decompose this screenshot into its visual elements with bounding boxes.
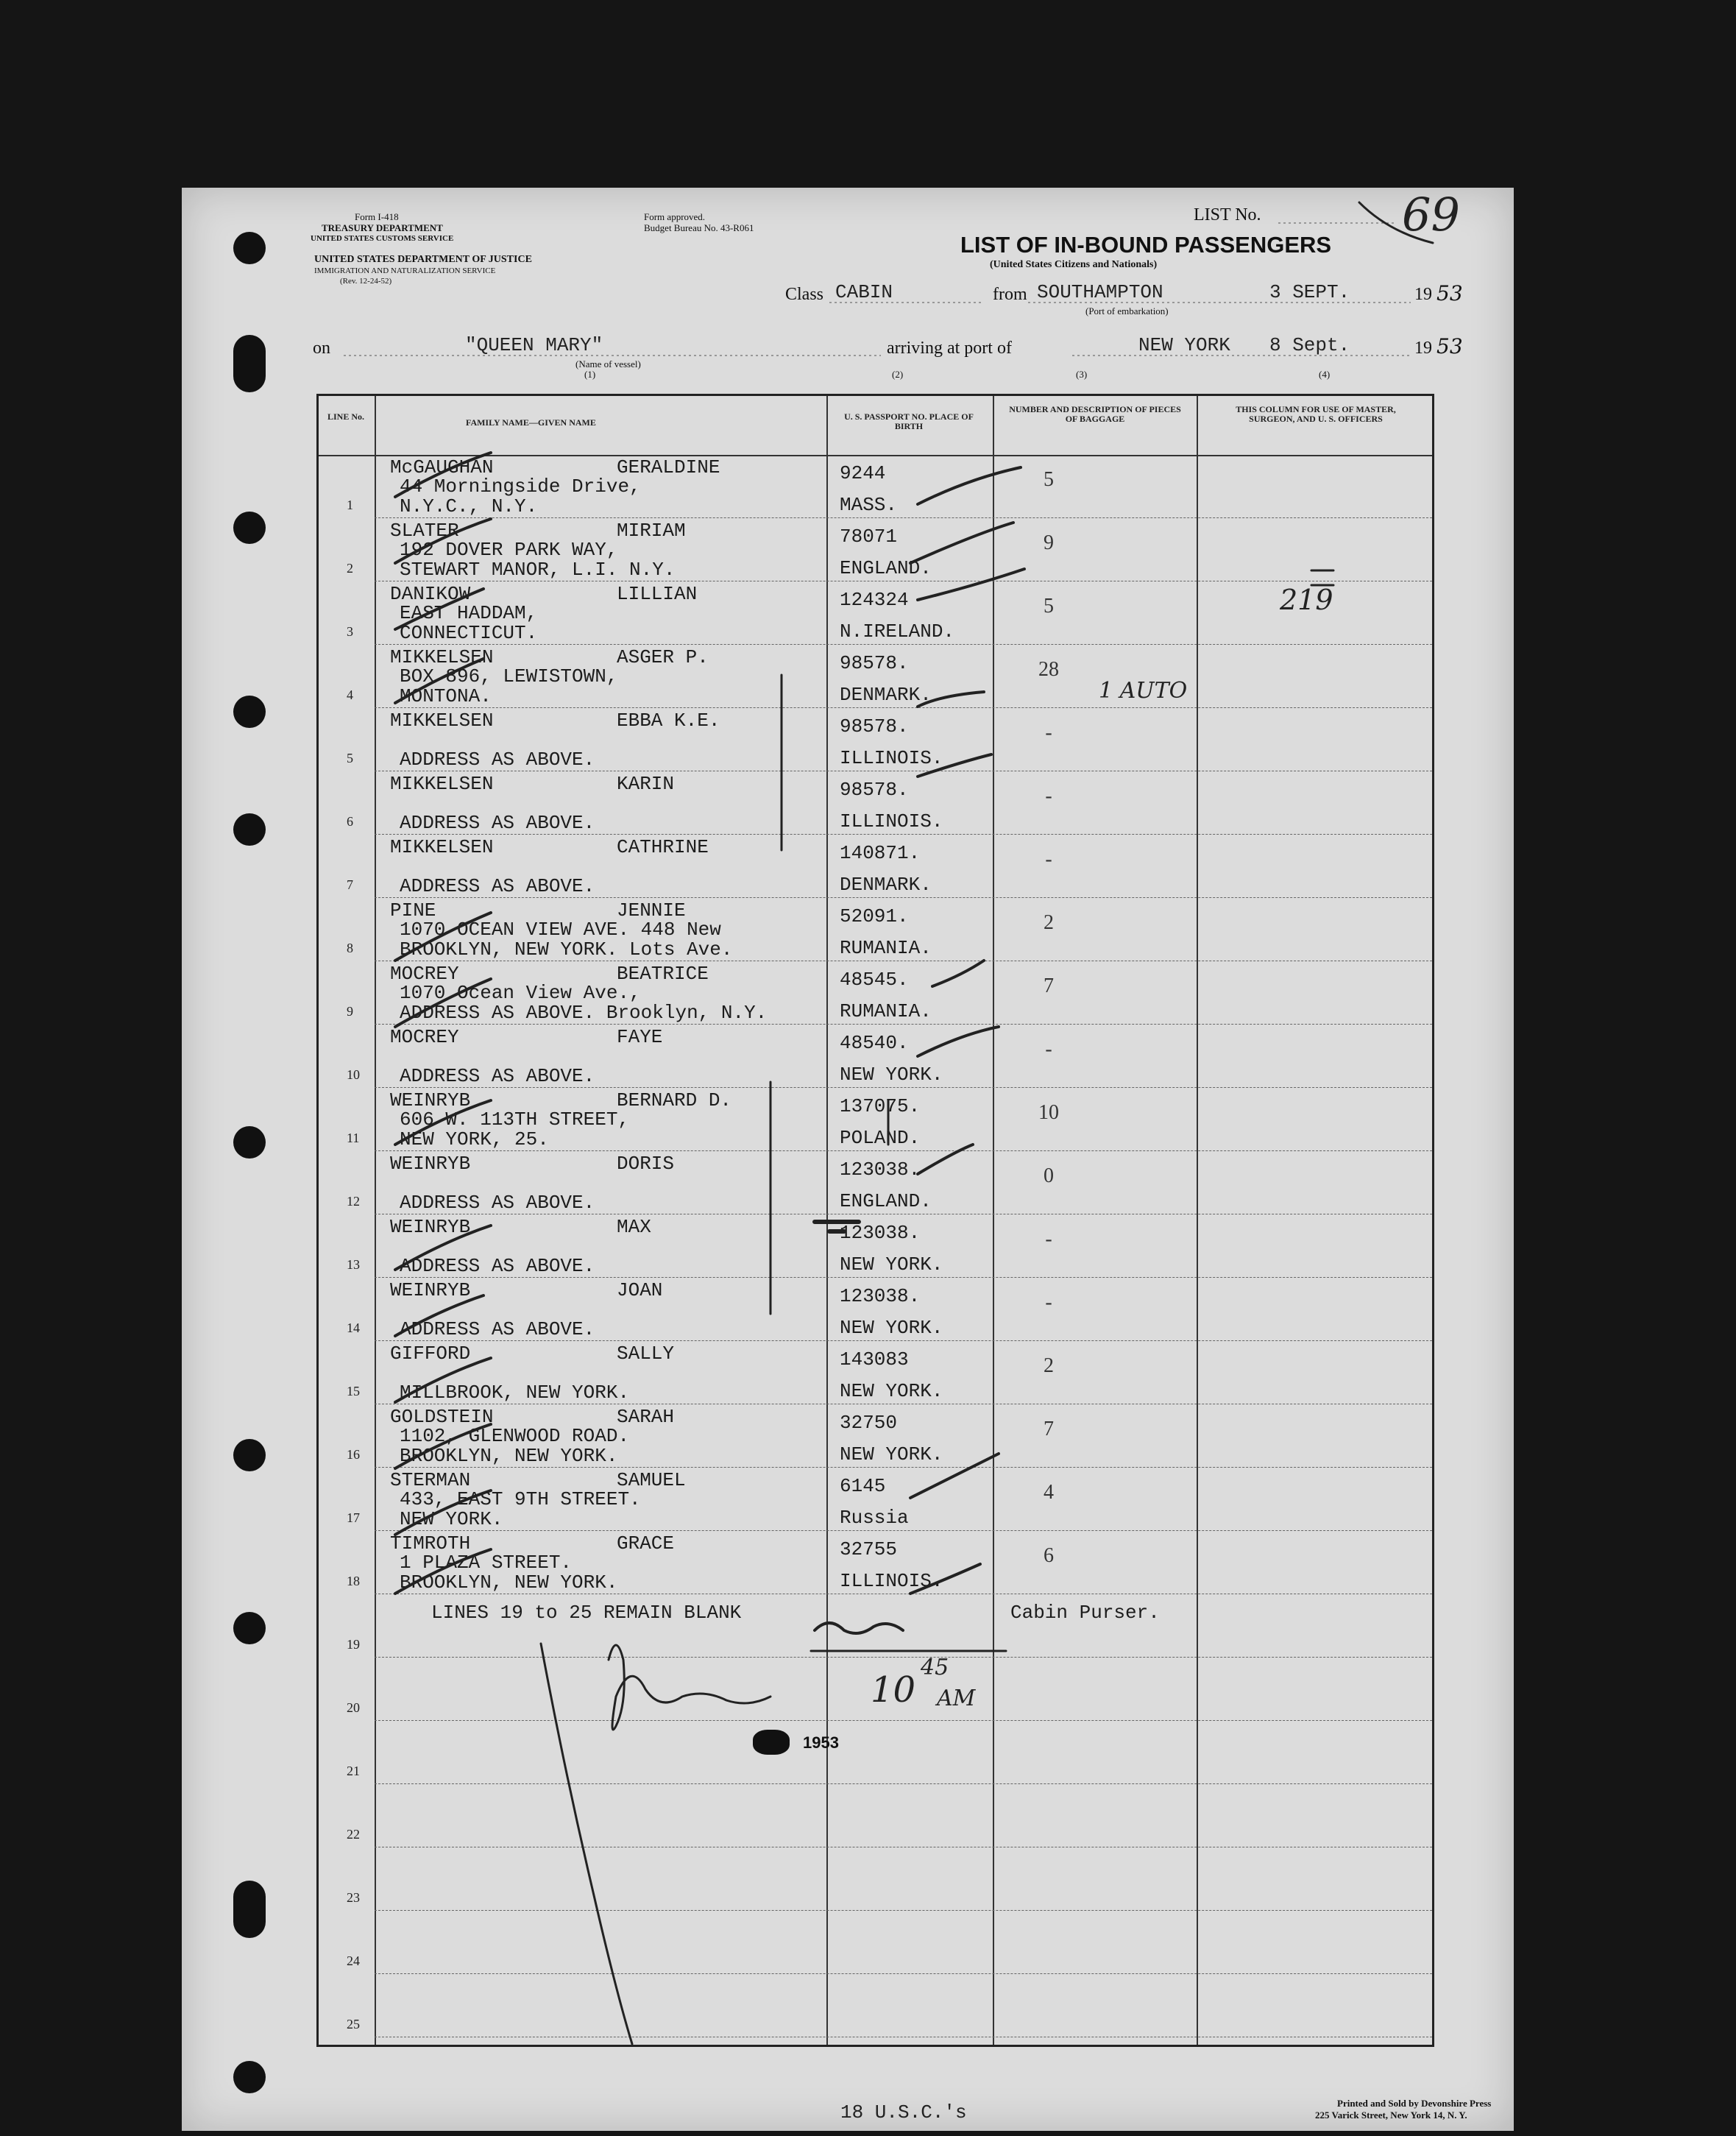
place-of-birth: MASS.: [840, 494, 898, 516]
address-line-1: 44 Morningside Drive,: [400, 475, 641, 498]
line-number: 16: [347, 1447, 360, 1462]
col-header-officers: THIS COLUMN FOR USE OF MASTER, SURGEON, AND U. S. OFFICERS: [1236, 404, 1396, 424]
place-of-birth: NEW YORK.: [840, 1064, 943, 1086]
passport-number: 6145: [840, 1475, 886, 1497]
address-line-2: ADDRESS AS ABOVE. Brooklyn, N.Y.: [400, 1002, 768, 1024]
place-of-birth: ILLINOIS.: [840, 1570, 943, 1592]
baggage-count: 6: [1044, 1544, 1054, 1567]
passport-number: 52091.: [840, 905, 909, 927]
family-name: McGAUGHAN: [390, 456, 494, 478]
line-number: 1: [347, 498, 353, 512]
budget-bureau: Budget Bureau No. 43-R061: [644, 222, 754, 233]
passport-number: 98578.: [840, 652, 909, 674]
arrival-date: 8 Sept.: [1269, 334, 1350, 356]
customs-service: UNITED STATES CUSTOMS SERVICE: [311, 234, 454, 243]
from-label: from: [993, 285, 1027, 304]
form-approved: Form approved.: [644, 211, 706, 222]
address-line-2: ADDRESS AS ABOVE.: [400, 749, 595, 771]
place-of-birth: ENGLAND.: [840, 557, 932, 579]
arriving-label: arriving at port of: [887, 339, 1012, 358]
passport-number: 124324: [840, 589, 909, 611]
family-name: WEINRYB: [390, 1216, 471, 1238]
time-ampm: AM: [937, 1686, 976, 1711]
address-line-1: 1070 Ocean View Ave.,: [400, 982, 641, 1004]
address-line-1: EAST HADDAM,: [400, 602, 538, 624]
line-number: 13: [347, 1257, 360, 1272]
line-number: 14: [347, 1320, 360, 1335]
passport-number: 48540.: [840, 1032, 909, 1054]
address-line-1: 433, EAST 9TH STREET.: [400, 1488, 641, 1510]
list-no-label: LIST No.: [1194, 205, 1261, 224]
baggage-count: 28: [1038, 658, 1059, 681]
line-number: 21: [347, 1764, 360, 1778]
place-of-birth: NEW YORK.: [840, 1443, 943, 1465]
address-line-2: ADDRESS AS ABOVE.: [400, 875, 595, 897]
family-name: PINE: [390, 899, 436, 922]
place-of-birth: ENGLAND.: [840, 1190, 932, 1212]
given-name: ASGER P.: [617, 646, 709, 668]
printer-line-1: Printed and Sold by Devonshire Press: [1337, 2098, 1492, 2109]
address-line-2: NEW YORK, 25.: [400, 1128, 549, 1150]
baggage-count: -: [1045, 1291, 1052, 1314]
vessel-col-num: (1): [584, 369, 596, 380]
line-number: 19: [347, 1637, 360, 1652]
baggage-count: 5: [1044, 468, 1054, 491]
class-value: CABIN: [835, 281, 893, 303]
address-line-1: BOX 896, LEWISTOWN,: [400, 665, 618, 687]
line-number: 12: [347, 1194, 360, 1209]
given-name: SARAH: [617, 1406, 675, 1428]
place-of-birth: RUMANIA.: [840, 1000, 932, 1022]
family-name: TIMROTH: [390, 1532, 471, 1555]
baggage-count: -: [1045, 1038, 1052, 1061]
place-of-birth: DENMARK.: [840, 684, 932, 706]
address-line-2: N.Y.C., N.Y.: [400, 495, 538, 517]
form-subtitle: (United States Citizens and Nationals): [990, 259, 1158, 270]
baggage-count: 7: [1044, 1418, 1054, 1440]
given-name: EBBA K.E.: [617, 710, 720, 732]
address-line-2: STEWART MANOR, L.I. N.Y.: [400, 559, 676, 581]
line-number: 11: [347, 1131, 360, 1145]
address-line-2: ADDRESS AS ABOVE.: [400, 1192, 595, 1214]
manifest-page: [182, 188, 1514, 2131]
passport-number: 78071: [840, 526, 898, 548]
place-of-birth: DENMARK.: [840, 874, 932, 896]
baggage-count: 5: [1044, 595, 1054, 618]
arrival-year-prefix: 19: [1414, 339, 1432, 358]
line-number: 3: [347, 624, 353, 639]
family-name: MIKKELSEN: [390, 836, 494, 858]
family-name: STERMAN: [390, 1469, 471, 1491]
on-label: on: [313, 339, 330, 358]
family-name: MIKKELSEN: [390, 773, 494, 795]
place-of-birth: NEW YORK.: [840, 1380, 943, 1402]
given-name: BEATRICE: [617, 963, 709, 985]
baggage-count: 10: [1038, 1101, 1059, 1124]
line-number: 10: [347, 1067, 360, 1082]
family-name: GOLDSTEIN: [390, 1406, 494, 1428]
given-name: JENNIE: [617, 899, 686, 922]
given-name: CATHRINE: [617, 836, 709, 858]
line-number: 4: [347, 687, 353, 702]
purser-note: Cabin Purser.: [1010, 1602, 1160, 1624]
place-of-birth: N.IRELAND.: [840, 620, 955, 643]
place-of-birth: ILLINOIS.: [840, 810, 943, 832]
baggage-count: 0: [1044, 1164, 1054, 1187]
passport-number: 143083: [840, 1348, 909, 1371]
passport-number: 32755: [840, 1538, 898, 1560]
passport-number: 32750: [840, 1412, 898, 1434]
address-line-2: ADDRESS AS ABOVE.: [400, 1318, 595, 1340]
passport-number: 9244: [840, 462, 886, 484]
passport-number: 98578.: [840, 715, 909, 738]
col-header-baggage: NUMBER AND DESCRIPTION OF PIECES OF BAGGAGE: [1009, 404, 1181, 424]
passport-number: 123038.: [840, 1159, 921, 1181]
line-number: 7: [347, 877, 353, 892]
time-note: 10: [871, 1669, 916, 1711]
handwritten-marks: [182, 188, 1514, 2131]
baggage-count: 7: [1044, 975, 1054, 997]
place-of-birth: RUMANIA.: [840, 937, 932, 959]
passport-number: 123038.: [840, 1222, 921, 1244]
treasury-department: TREASURY DEPARTMENT: [322, 222, 443, 233]
given-name: LILLIAN: [617, 583, 698, 605]
address-line-2: NEW YORK.: [400, 1508, 503, 1530]
port-caption: (Port of embarkation): [1085, 305, 1169, 316]
line-number: 5: [347, 751, 353, 765]
address-line-1: 1 PLAZA STREET.: [400, 1552, 573, 1574]
given-name: SALLY: [617, 1343, 675, 1365]
line-number: 24: [347, 1953, 360, 1968]
family-name: WEINRYB: [390, 1279, 471, 1301]
line-number: 15: [347, 1384, 360, 1398]
line-number: 18: [347, 1574, 360, 1588]
line-number: 25: [347, 2017, 360, 2031]
address-line-2: MONTONA.: [400, 685, 492, 707]
baggage-count: 9: [1044, 531, 1054, 554]
line-number: 17: [347, 1510, 360, 1525]
family-name: WEINRYB: [390, 1089, 471, 1111]
address-line-2: ADDRESS AS ABOVE.: [400, 1065, 595, 1087]
given-name: KARIN: [617, 773, 675, 795]
address-line-2: BROOKLYN, NEW YORK.: [400, 1445, 618, 1467]
family-name: WEINRYB: [390, 1153, 471, 1175]
baggage-count: -: [1045, 785, 1052, 807]
line-number: 20: [347, 1700, 360, 1715]
baggage-count: -: [1045, 1228, 1052, 1251]
given-name: BERNARD D.: [617, 1089, 732, 1111]
given-name: MAX: [617, 1216, 651, 1238]
col-header-name: FAMILY NAME—GIVEN NAME: [466, 417, 596, 428]
vessel-caption: (Name of vessel): [575, 358, 641, 369]
passport-number: 137075.: [840, 1095, 921, 1117]
col-header-passport: U. S. PASSPORT NO. PLACE OF BIRTH: [844, 411, 974, 431]
line-number: 9: [347, 1004, 353, 1019]
col-num-2: (2): [892, 369, 904, 380]
place-of-birth: NEW YORK.: [840, 1317, 943, 1339]
statute-note: 18 U.S.C.'s: [840, 2101, 967, 2123]
arrival-port: NEW YORK: [1138, 334, 1230, 356]
stamp-year: 1953: [803, 1733, 839, 1752]
given-name: FAYE: [617, 1026, 663, 1048]
from-year-prefix: 19: [1414, 285, 1432, 304]
baggage-count: -: [1045, 848, 1052, 871]
given-name: DORIS: [617, 1153, 675, 1175]
passport-number: 123038.: [840, 1285, 921, 1307]
address-line-1: 1070 OCEAN VIEW AVE. 448 New: [400, 919, 721, 941]
family-name: SLATER: [390, 520, 459, 542]
address-line-1: 192 DOVER PARK WAY,: [400, 539, 618, 561]
immigration-service: IMMIGRATION AND NATURALIZATION SERVICE: [314, 266, 496, 275]
revision: (Rev. 12-24-52): [340, 277, 392, 286]
col-header-line-no: LINE No.: [327, 411, 365, 422]
address-line-2: CONNECTICUT.: [400, 622, 538, 644]
line-number: 8: [347, 941, 353, 955]
family-name: MIKKELSEN: [390, 646, 494, 668]
baggage-count: 2: [1044, 1354, 1054, 1377]
justice-department: UNITED STATES DEPARTMENT OF JUSTICE: [314, 254, 532, 265]
given-name: MIRIAM: [617, 520, 686, 542]
place-of-birth: Russia: [840, 1507, 909, 1529]
vessel-name: "QUEEN MARY": [465, 334, 603, 356]
time-minutes: 45: [921, 1655, 949, 1680]
address-line-1: 1102, GLENWOOD ROAD.: [400, 1425, 630, 1447]
place-of-birth: POLAND.: [840, 1127, 921, 1149]
printer-line-2: 225 Varick Street, New York 14, N. Y.: [1315, 2110, 1467, 2121]
line-number: 22: [347, 1827, 360, 1842]
baggage-count: 4: [1044, 1481, 1054, 1504]
baggage-count: 2: [1044, 911, 1054, 934]
line-number: 23: [347, 1890, 360, 1905]
given-name: GRACE: [617, 1532, 675, 1555]
baggage-count: -: [1045, 721, 1052, 744]
col-num-4: (4): [1319, 369, 1331, 380]
family-name: GIFFORD: [390, 1343, 471, 1365]
given-name: SAMUEL: [617, 1469, 686, 1491]
given-name: JOAN: [617, 1279, 663, 1301]
from-date: 3 SEPT.: [1269, 281, 1350, 303]
class-label: Class: [785, 285, 824, 304]
family-name: DANIKOW: [390, 583, 471, 605]
address-line-2: BROOKLYN, NEW YORK. Lots Ave.: [400, 938, 733, 961]
address-line-1: 606 W. 113TH STREET,: [400, 1108, 630, 1131]
form-title: LIST OF IN-BOUND PASSENGERS: [960, 232, 1332, 258]
from-year: 53: [1436, 281, 1463, 305]
passport-number: 48545.: [840, 969, 909, 991]
address-line-2: BROOKLYN, NEW YORK.: [400, 1571, 618, 1594]
family-name: MOCREY: [390, 963, 459, 985]
passport-number: 140871.: [840, 842, 921, 864]
family-name: MIKKELSEN: [390, 710, 494, 732]
line-number: 6: [347, 814, 353, 829]
list-no-value: 69: [1402, 188, 1460, 241]
remain-blank-note: LINES 19 to 25 REMAIN BLANK: [431, 1602, 742, 1624]
arrival-year: 53: [1436, 334, 1463, 358]
auto-note: 1 AUTO: [1099, 678, 1188, 704]
form-number: Form I-418: [355, 211, 399, 222]
place-of-birth: ILLINOIS.: [840, 747, 943, 769]
address-line-2: MILLBROOK, NEW YORK.: [400, 1382, 630, 1404]
address-line-2: ADDRESS AS ABOVE.: [400, 1255, 595, 1277]
address-line-2: ADDRESS AS ABOVE.: [400, 812, 595, 834]
col-num-3: (3): [1076, 369, 1088, 380]
from-port: SOUTHAMPTON: [1037, 281, 1163, 303]
officer-note: 219: [1280, 584, 1333, 616]
passport-number: 98578.: [840, 779, 909, 801]
place-of-birth: NEW YORK.: [840, 1253, 943, 1276]
given-name: GERALDINE: [617, 456, 720, 478]
family-name: MOCREY: [390, 1026, 459, 1048]
line-number: 2: [347, 561, 353, 576]
